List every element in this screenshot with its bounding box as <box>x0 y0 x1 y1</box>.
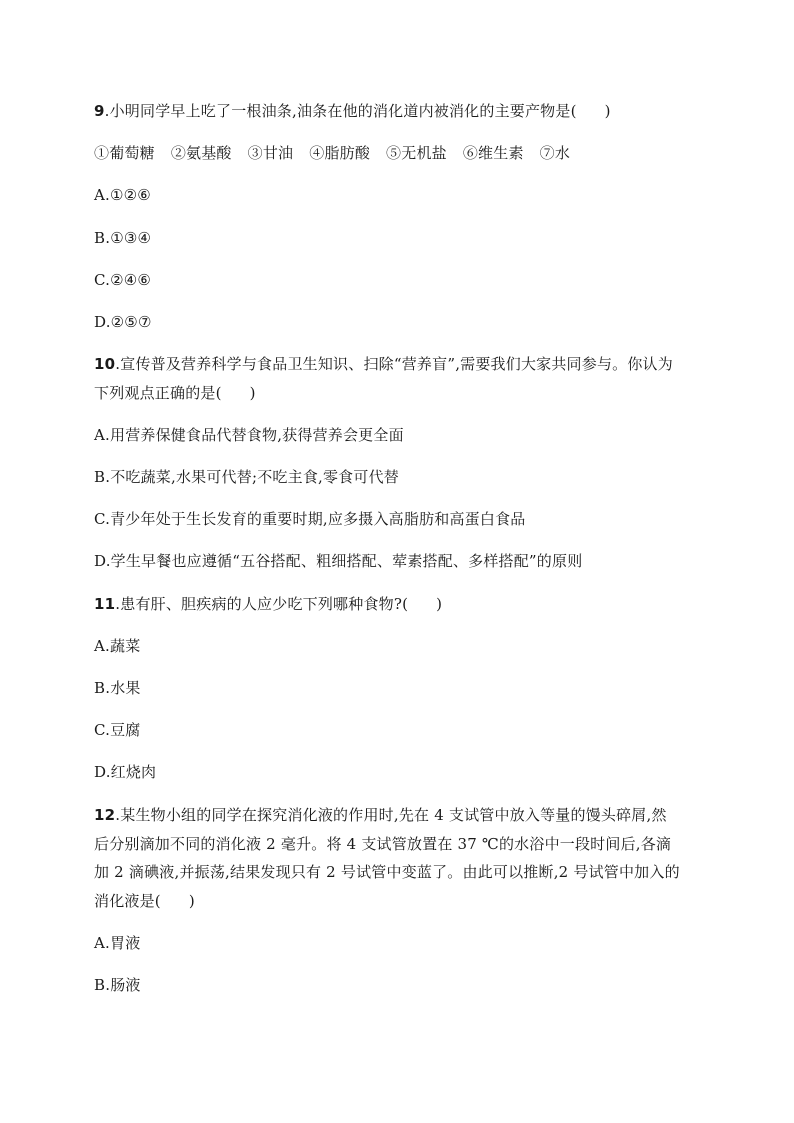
option-d: D.②⑤⑦ <box>94 313 152 331</box>
question-close-paren: ) <box>249 384 256 402</box>
question-close-paren: ) <box>188 892 195 910</box>
question-12-stem-cont <box>94 891 195 911</box>
question-12-stem-cont: 加 2 滴碘液,并振荡,结果发现只有 2 号试管中变蓝了。由此可以推断,2 号试管中加入的 <box>94 863 680 881</box>
list-item: ④脂肪酸 <box>309 144 371 162</box>
option-b: B.①③④ <box>94 229 152 247</box>
list-item: ①葡萄糖 <box>94 144 155 162</box>
question-text: 消化液是( <box>94 892 161 910</box>
question-close-paren: ) <box>604 102 611 120</box>
question-text: 下列观点正确的是( <box>94 384 222 402</box>
list-item: ②氨基酸 <box>170 144 232 162</box>
question-9-stem <box>94 101 611 121</box>
question-10-stem <box>94 354 673 374</box>
question-close-paren: ) <box>436 595 443 613</box>
option-c: C.青少年处于生长发育的重要时期,应多摄入高脂肪和高蛋白食品 <box>94 510 526 528</box>
question-number: 12 <box>94 806 116 824</box>
question-number: 9 <box>94 102 105 120</box>
question-10-stem-cont <box>94 383 256 403</box>
list-item: ⑥维生素 <box>462 144 524 162</box>
option-d: D.学生早餐也应遵循“五谷搭配、粗细搭配、荤素搭配、多样搭配”的原则 <box>94 552 583 570</box>
question-12-stem-cont: 后分别滴加不同的消化液 2 毫升。将 4 支试管放置在 37 ℃的水浴中一段时间后,各滴 <box>94 835 672 853</box>
option-a: A.蔬菜 <box>94 637 141 655</box>
option-b: B.水果 <box>94 679 141 697</box>
option-d: D.红烧肉 <box>94 763 157 781</box>
option-c: C.豆腐 <box>94 721 141 739</box>
list-item: ⑤无机盐 <box>386 144 447 162</box>
question-number: 11 <box>94 595 116 613</box>
question-text: .某生物小组的同学在探究消化液的作用时,先在 4 支试管中放入等量的馒头碎屑,然 <box>115 806 667 824</box>
question-text: .宣传普及营养科学与食品卫生知识、扫除“营养盲”,需要我们大家共同参与。你认为 <box>115 355 673 373</box>
option-b: B.肠液 <box>94 976 141 994</box>
question-text: .小明同学早上吃了一根油条,油条在他的消化道内被消化的主要产物是( <box>104 102 577 120</box>
option-a: A.用营养保健食品代替食物,获得营养会更全面 <box>94 426 404 444</box>
question-9-items <box>94 143 586 163</box>
question-number: 10 <box>94 355 116 373</box>
list-item: ⑦水 <box>539 144 571 162</box>
question-text: .患有肝、胆疾病的人应少吃下列哪种食物?( <box>115 595 409 613</box>
question-12-stem <box>94 805 667 825</box>
option-b: B.不吃蔬菜,水果可代替;不吃主食,零食可代替 <box>94 468 399 486</box>
option-a: A.胃液 <box>94 934 141 952</box>
list-item: ③甘油 <box>247 144 294 162</box>
option-c: C.②④⑥ <box>94 271 152 289</box>
option-a: A.①②⑥ <box>94 186 151 204</box>
question-11-stem <box>94 594 442 614</box>
